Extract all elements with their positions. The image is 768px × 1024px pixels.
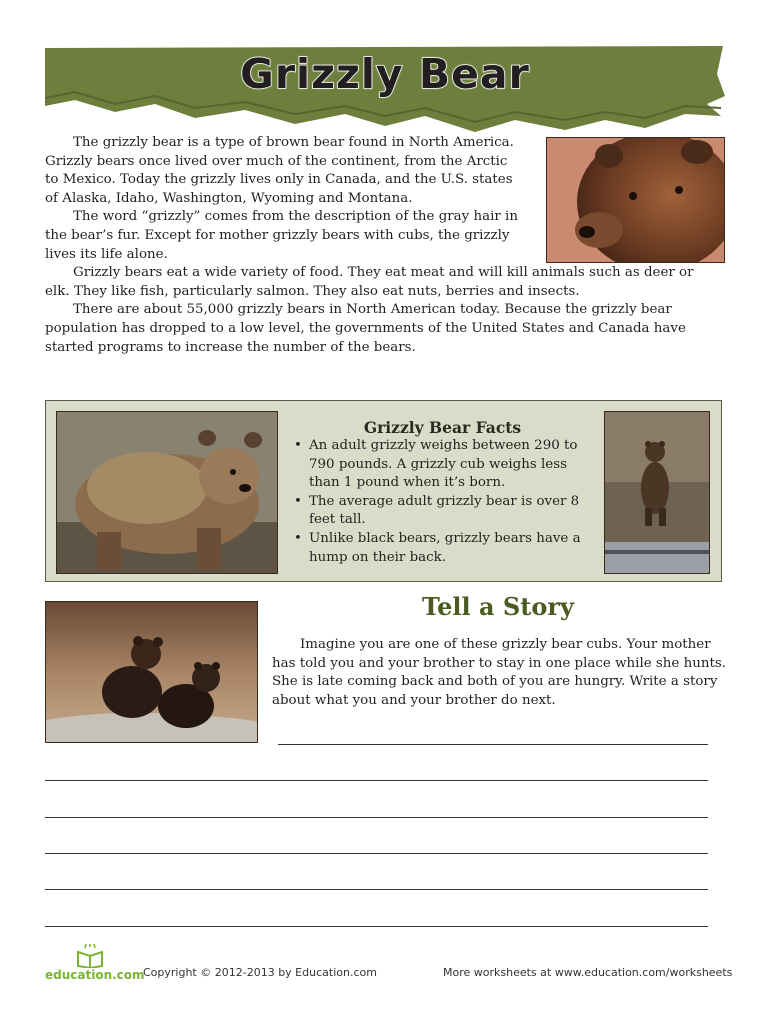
title-banner — [45, 44, 725, 136]
education-logo — [45, 944, 145, 984]
book-logo-icon — [75, 944, 105, 968]
fact-item: • Unlike black bears, grizzly bears have a hump on their back. — [292, 530, 594, 567]
writing-line[interactable] — [45, 853, 708, 854]
writing-line[interactable] — [45, 817, 708, 818]
logo-text: education.com — [45, 968, 145, 982]
facts-list — [292, 437, 594, 567]
fact-item: • The average adult grizzly bear is over 8 feet tall. — [292, 493, 594, 530]
writing-line[interactable] — [45, 780, 708, 781]
facts-title: Grizzly Bear Facts — [363, 418, 522, 437]
intro-paragraph-4: There are about 55,000 grizzly bears in North American today. Because the grizzly bear population has dropped to a low level, the governments of the United States and Canada have started programs to increase the number of the bears. — [45, 302, 686, 355]
writing-line[interactable] — [278, 744, 708, 745]
intro-paragraph-1: The grizzly bear is a type of brown bear found in North America. Grizzly bears once lived over much of the continent, from the Arctic to Mexico. Today the grizzly lives only in Canada, and the U.S. states of Alaska, Idaho, Washington, Wyoming and Montana. — [45, 135, 514, 206]
bear-face-photo — [546, 137, 725, 263]
more-worksheets-link[interactable]: More worksheets at www.education.com/worksheets — [443, 966, 733, 979]
writing-line[interactable] — [45, 889, 708, 890]
standing-bear-photo — [604, 411, 710, 574]
intro-paragraph-2: The word “grizzly” comes from the description of the gray hair in the bear’s fur. Except for mother grizzly bears with cubs, the grizzly lives its life alone. — [45, 209, 518, 262]
writing-line[interactable] — [45, 926, 708, 927]
fact-item: • An adult grizzly weighs between 290 to 790 pounds. A grizzly cub weighs less than 1 pound when it’s born. — [292, 437, 594, 493]
intro-paragraph-3: Grizzly bears eat a wide variety of food. They eat meat and will kill animals such as deer or elk. They like fish, particularly salmon. They also eat nuts, berries and insects. — [45, 265, 694, 299]
copyright-text: Copyright © 2012-2013 by Education.com — [143, 966, 377, 979]
adult-grizzly-photo — [56, 411, 278, 574]
story-prompt: Imagine you are one of these grizzly bear cubs. Your mother has told you and your brother to stay in one place while she hunts. She is late coming back and both of you are hungry. Write a story about what you and your brother do next. — [272, 637, 726, 708]
bear-cubs-photo — [45, 601, 258, 743]
story-title: Tell a Story — [422, 592, 574, 621]
page-title: Grizzly Bear — [240, 50, 530, 98]
